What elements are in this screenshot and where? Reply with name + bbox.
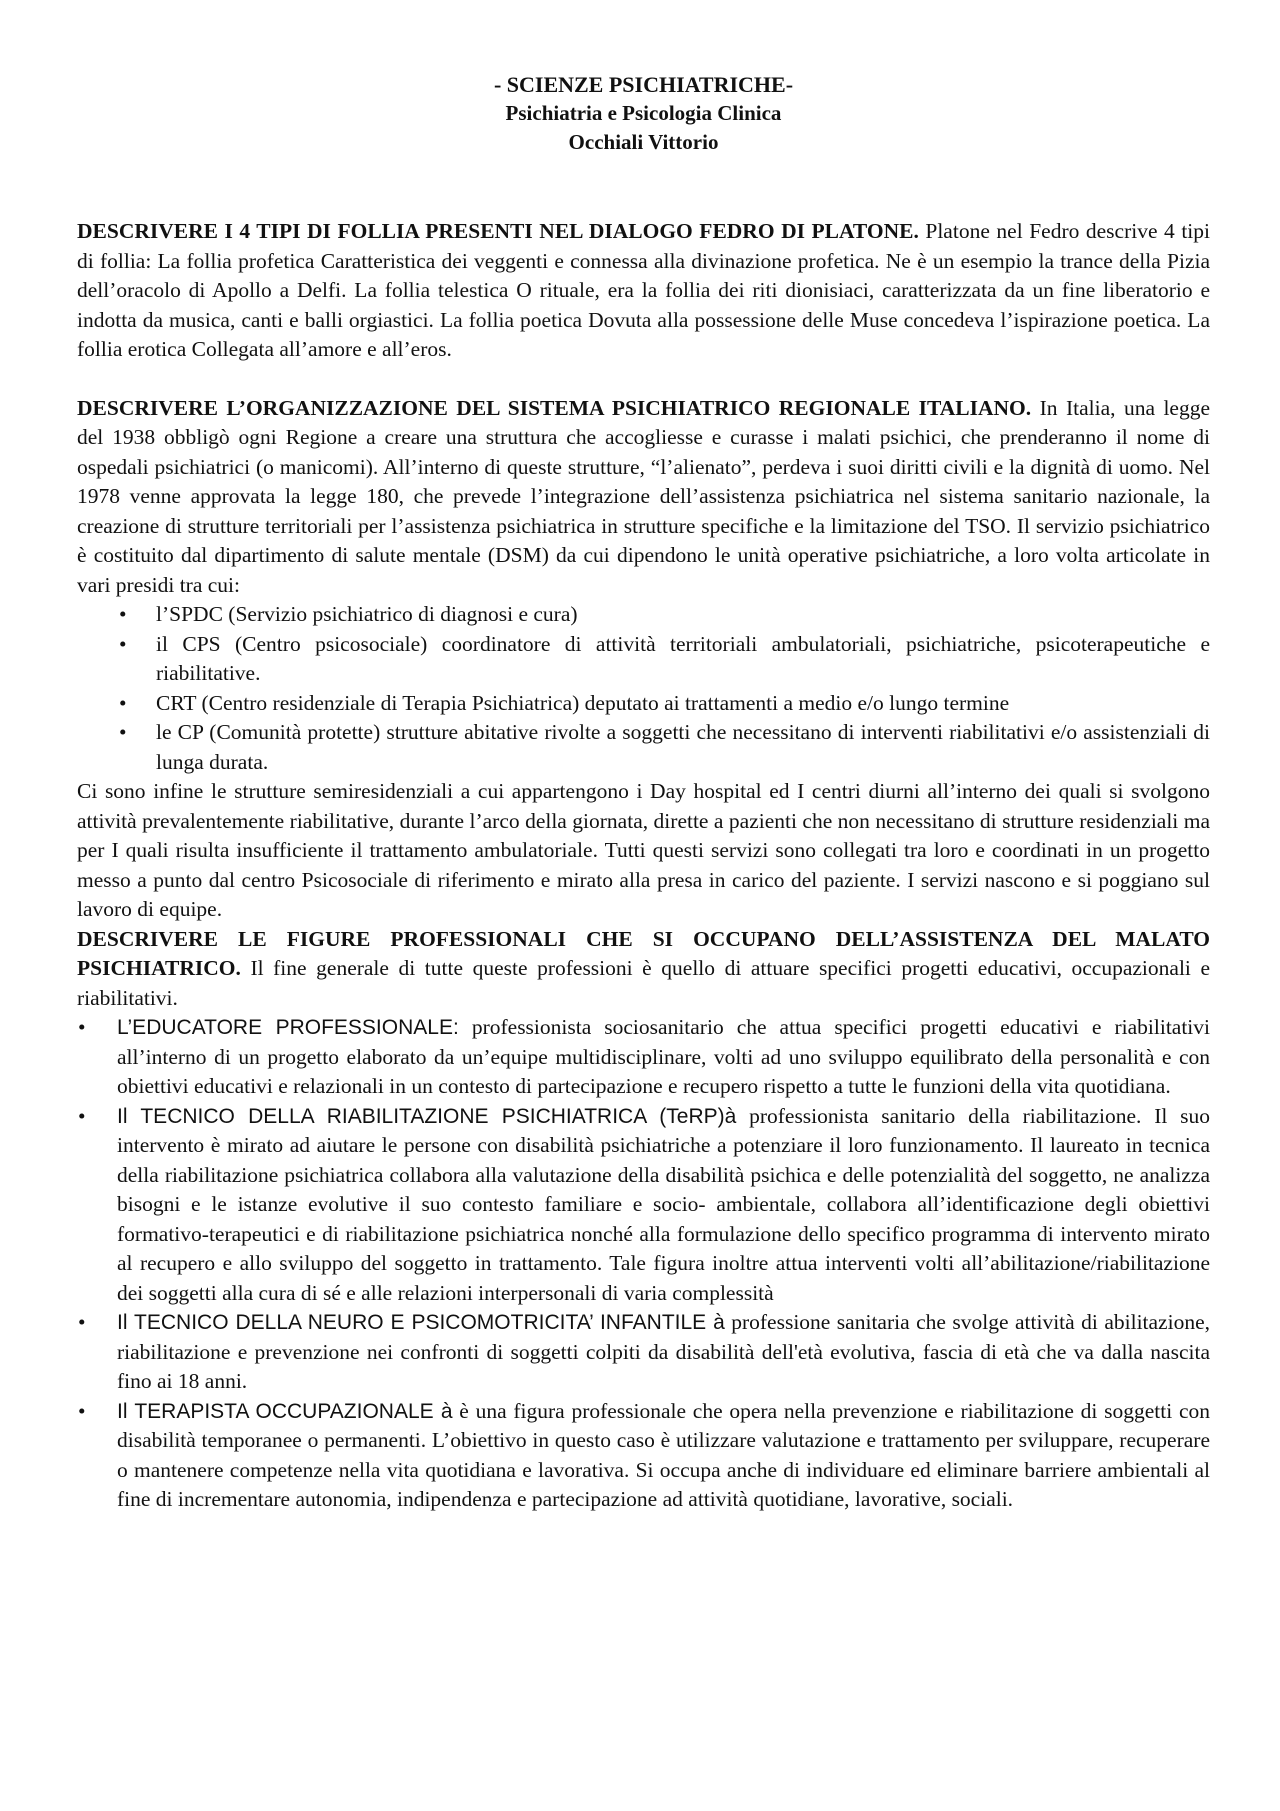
item-text: professionista sanitario della riabilitazione. Il suo intervento è mirato ad aiutare le persone con disabilità psichiatriche a potenziare il loro funzionamento. Il laureato in tecnica della riabilitazione psichiatrica collabora alla valutazione della disabilità psichica e delle potenzialità del soggetto, ne analizza bisogni e le istanze evolutive il suo contesto familiare e socio- ambientale, collabora all’identificazione degli obiettivi formativo-terapeutici e di riabilitazione psichiatrica nonché alla formulazione dello specifico programma di intervento mirato al recupero e allo sviluppo del soggetto in trattamento. Tale figura inoltre attua interventi volti all’abilitazione/riabilitazione dei soggetti alla cura di sé e alle relazioni interpersonali di varia complessità — [117, 1103, 1210, 1305]
bullet-icon: • — [119, 631, 127, 656]
bullet-icon: • — [119, 602, 127, 626]
section-figure-professionali — [77, 925, 1210, 1014]
list-item — [77, 1397, 1210, 1515]
section-body: Il fine generale di tutte queste professioni è quello di attuare specifici progetti educativi, occupazionali e riabilitativi. — [77, 956, 1211, 1010]
course-title: - SCIENZE PSICHIATRICHE- — [493, 72, 794, 97]
item-title: Il TERAPISTA OCCUPAZIONALE à — [117, 1399, 453, 1423]
bullet-icon: • — [78, 1103, 86, 1128]
section-body: In Italia, una legge del 1938 obbligò ogni Regione a creare una struttura che accogliesse e curasse i malati psichici, che prenderanno il nome di ospedali psichiatrici (o manicomi). All’interno di queste strutture, “l’alienato”, perdeva i suoi diritti civili e la dignità di uomo. Nel 1978 venne approvata la legge 180, che prevede l’integrazione dell’assistenza psichiatrica nel sistema sanitario nazionale, la creazione di strutture territoriali per l’assistenza psichiatrica in strutture specifiche e la limitazione del TSO. Il servizio psichiatrico è costituito dal dipartimento di salute mentale (DSM) da cui dipendono le unità operative psichiatriche, a loro volta articolate in vari presidi tra cui: — [77, 395, 1211, 597]
list-item — [77, 1308, 1210, 1397]
item-text: professionista sociosanitario che attua specifici progetti educativi e riabilitativi all’interno di un progetto elaborato da un’equipe multidisciplinare, volti ad uno sviluppo equilibrato della personalità e con obiettivi educativi e relazionali in un contesto di partecipazione e recupero rispetto a tutte le funzioni della vita quotidiana. — [117, 1015, 1211, 1098]
document-page — [77, 70, 1210, 1515]
section-heading: DESCRIVERE LE FIGURE PROFESSIONALI CHE SI OCCUPANO DELL’ASSISTENZA DEL MALATO PSICHIATRICO. — [77, 926, 1210, 980]
section-heading: DESCRIVERE L’ORGANIZZAZIONE DEL SISTEMA PSICHIATRICO REGIONALE ITALIANO. — [77, 395, 1032, 420]
bullet-icon: • — [119, 720, 127, 744]
section-sistema-psichiatrico — [77, 394, 1210, 601]
list-item: • le CP (Comunità protette) strutture abitative rivolte a soggetti che necessitano di interventi riabilitativi e/o assistenziali di lunga durata. — [119, 720, 1210, 774]
item-text: professione sanitaria che svolge attività di abilitazione, riabilitazione e prevenzione nei confronti di soggetti colpiti da disabilità dell'età evolutiva, fascia di età che va dalla nascita fino ai 18 anni. — [117, 1310, 1210, 1393]
item-title: Il TECNICO DELLA RIABILITAZIONE PSICHIATRICA (TeRP)à — [117, 1104, 737, 1128]
document-header — [77, 70, 1210, 157]
list-item: • CRT (Centro residenziale di Terapia Psichiatrica) deputato ai trattamenti a medio e/o lungo termine — [77, 689, 1210, 719]
bullet-icon: • — [78, 1310, 86, 1334]
course-subtitle: Psichiatria e Psicologia Clinica — [505, 101, 782, 125]
item-text: è una figura professionale che opera nella prevenzione e riabilitazione di soggetti con disabilità temporanee o permanenti. L’obiettivo in questo caso è utilizzare valutazione e trattamento per sviluppare, recuperare o mantenere competenze nella vita quotidiana e lavorativa. Si occupa anche di individuare ed eliminare barriere ambientali al fine di incrementare autonomia, indipendenza e partecipazione ad attività quotidiane, lavorative, sociali. — [117, 1398, 1210, 1511]
bullet-icon: • — [78, 1015, 86, 1039]
section-follia — [77, 217, 1210, 365]
item-title: Il TECNICO DELLA NEURO E PSICOMOTRICITA’ INFANTILE à — [117, 1311, 725, 1334]
section-body: Platone nel Fedro descrive 4 tipi di follia: La follia profetica Caratteristica dei veggenti e connessa alla divinazione profetica. Ne è un esempio la trance della Pizia dell’oracolo di Apollo a Delfi. La follia telestica O rituale, era la follia dei riti dionisiaci, caratterizzata da un fine liberatorio e indotta da musica, canti e balli orgiastici. La follia poetica Dovuta alla possessione delle Muse concedeva l’ispirazione poetica. La follia erotica Collegata all’amore e all’eros. — [77, 219, 1210, 361]
item-title: L’EDUCATORE PROFESSIONALE: — [117, 1016, 459, 1039]
presidi-list — [77, 600, 1210, 777]
list-item — [77, 1013, 1210, 1102]
professioni-list — [77, 1013, 1210, 1515]
author-name: Occhiali Vittorio — [568, 130, 719, 154]
list-item — [77, 1102, 1210, 1309]
section-closing: Ci sono infine le strutture semiresidenziali a cui appartengono i Day hospital ed I centri diurni all’interno dei quali si svolgono attività prevalentemente riabilitative, durante l’arco della giornata, dirette a pazienti che non necessitano di strutture residenziali ma per I quali risulta insufficiente il trattamento ambulatoriale. Tutti questi servizi sono collegati tra loro e coordinati in un progetto messo a punto dal centro Psicosociale di riferimento e mirato alla presa in carico del paziente. I servizi nascono e si poggiano sul lavoro di equipe. — [77, 779, 1210, 921]
list-item: • il CPS (Centro psicosociale) coordinatore di attività territoriali ambulatoriali, psichiatriche, psicoterapeutiche e riabilitative. — [119, 631, 1210, 685]
section-heading: DESCRIVERE I 4 TIPI DI FOLLIA PRESENTI NEL DIALOGO FEDRO DI PLATONE. — [77, 219, 919, 243]
list-item: • l’SPDC (Servizio psichiatrico di diagnosi e cura) — [77, 600, 1210, 630]
bullet-icon: • — [119, 690, 127, 715]
bullet-icon: • — [78, 1398, 86, 1423]
